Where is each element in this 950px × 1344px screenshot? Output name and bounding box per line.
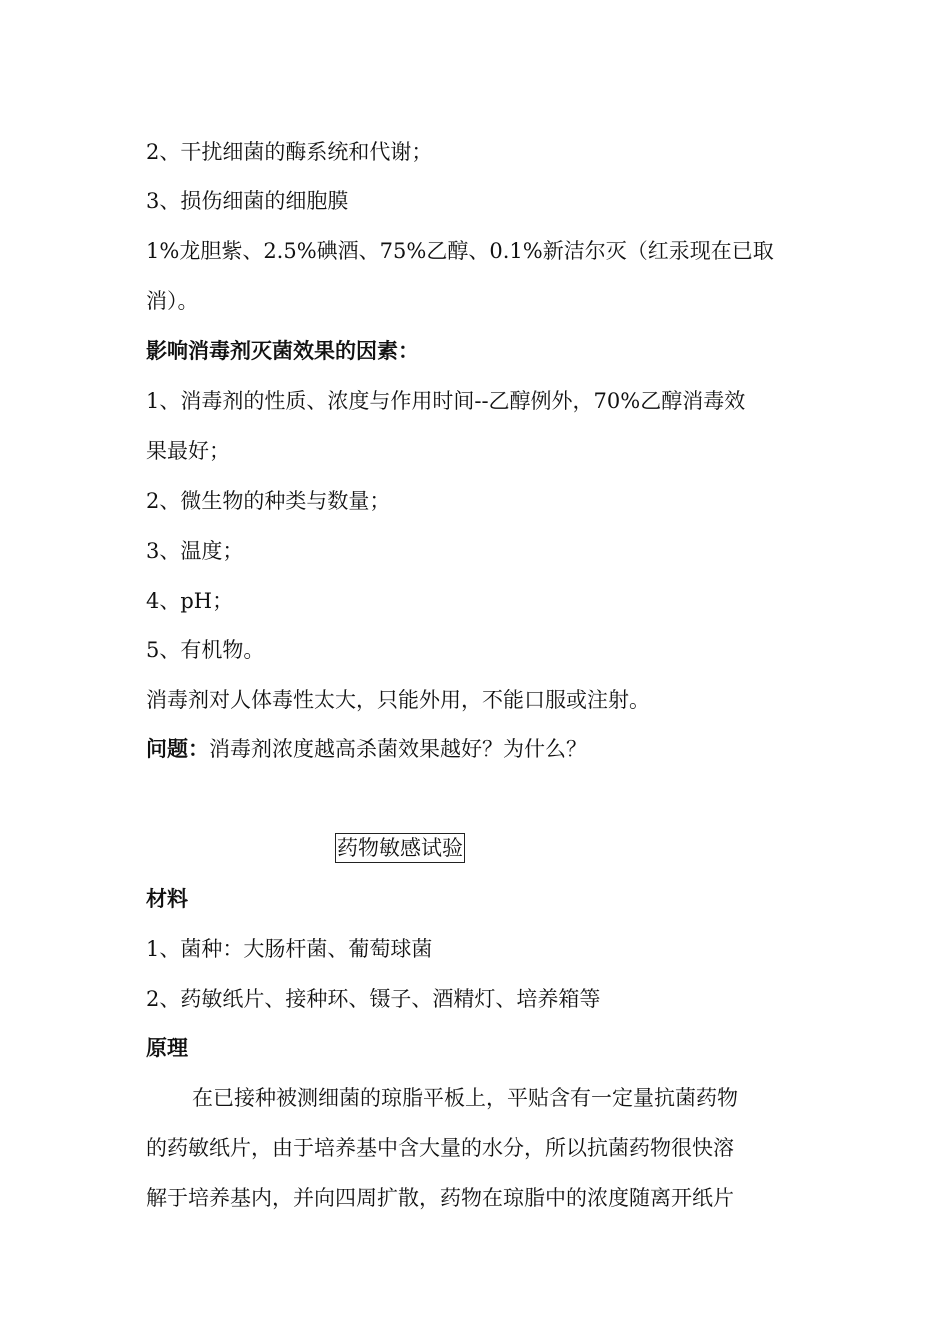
question-line xyxy=(146,734,816,764)
materials-item: 2、药敏纸片、接种环、镊子、酒精灯、培养箱等 xyxy=(146,987,601,1011)
principle-heading: 原理 xyxy=(146,1036,188,1060)
text-line: 1、消毒剂的性质、浓度与作用时间--乙醇例外，70%乙醇消毒效 xyxy=(146,389,746,413)
principle-line: 解于培养基内，并向四周扩散，药物在琼脂中的浓度随离开纸片 xyxy=(146,1186,734,1210)
principle-line: 在已接种被测细菌的琼脂平板上，平贴含有一定量抗菌药物 xyxy=(192,1086,738,1110)
text-line: 2、微生物的种类与数量； xyxy=(146,489,391,513)
question-text: 消毒剂浓度越高杀菌效果越好？为什么？ xyxy=(209,737,587,761)
text-line: 果最好； xyxy=(146,439,230,463)
text-line: 2、干扰细菌的酶系统和代谢； xyxy=(146,140,433,164)
text-line: 1%龙胆紫、2.5%碘酒、75%乙醇、0.1%新洁尔灭（红汞现在已取 xyxy=(146,239,774,263)
materials-heading: 材料 xyxy=(146,887,188,911)
title-wrapper xyxy=(335,833,465,863)
text-line: 消）。 xyxy=(146,289,199,313)
principle-line: 的药敏纸片，由于培养基中含大量的水分，所以抗菌药物很快溶 xyxy=(146,1136,734,1160)
section-title: 药物敏感试验 xyxy=(335,833,465,863)
section-heading: 影响消毒剂灭菌效果的因素： xyxy=(146,339,419,363)
materials-item: 1、菌种：大肠杆菌、葡萄球菌 xyxy=(146,937,433,961)
text-line: 5、有机物。 xyxy=(146,638,265,662)
text-line: 消毒剂对人体毒性太大，只能外用，不能口服或注射。 xyxy=(146,688,650,712)
text-line: 3、温度； xyxy=(146,539,244,563)
text-line: 4、pH； xyxy=(146,589,234,613)
question-label: 问题： xyxy=(146,737,209,761)
text-line: 3、损伤细菌的细胞膜 xyxy=(146,189,349,213)
